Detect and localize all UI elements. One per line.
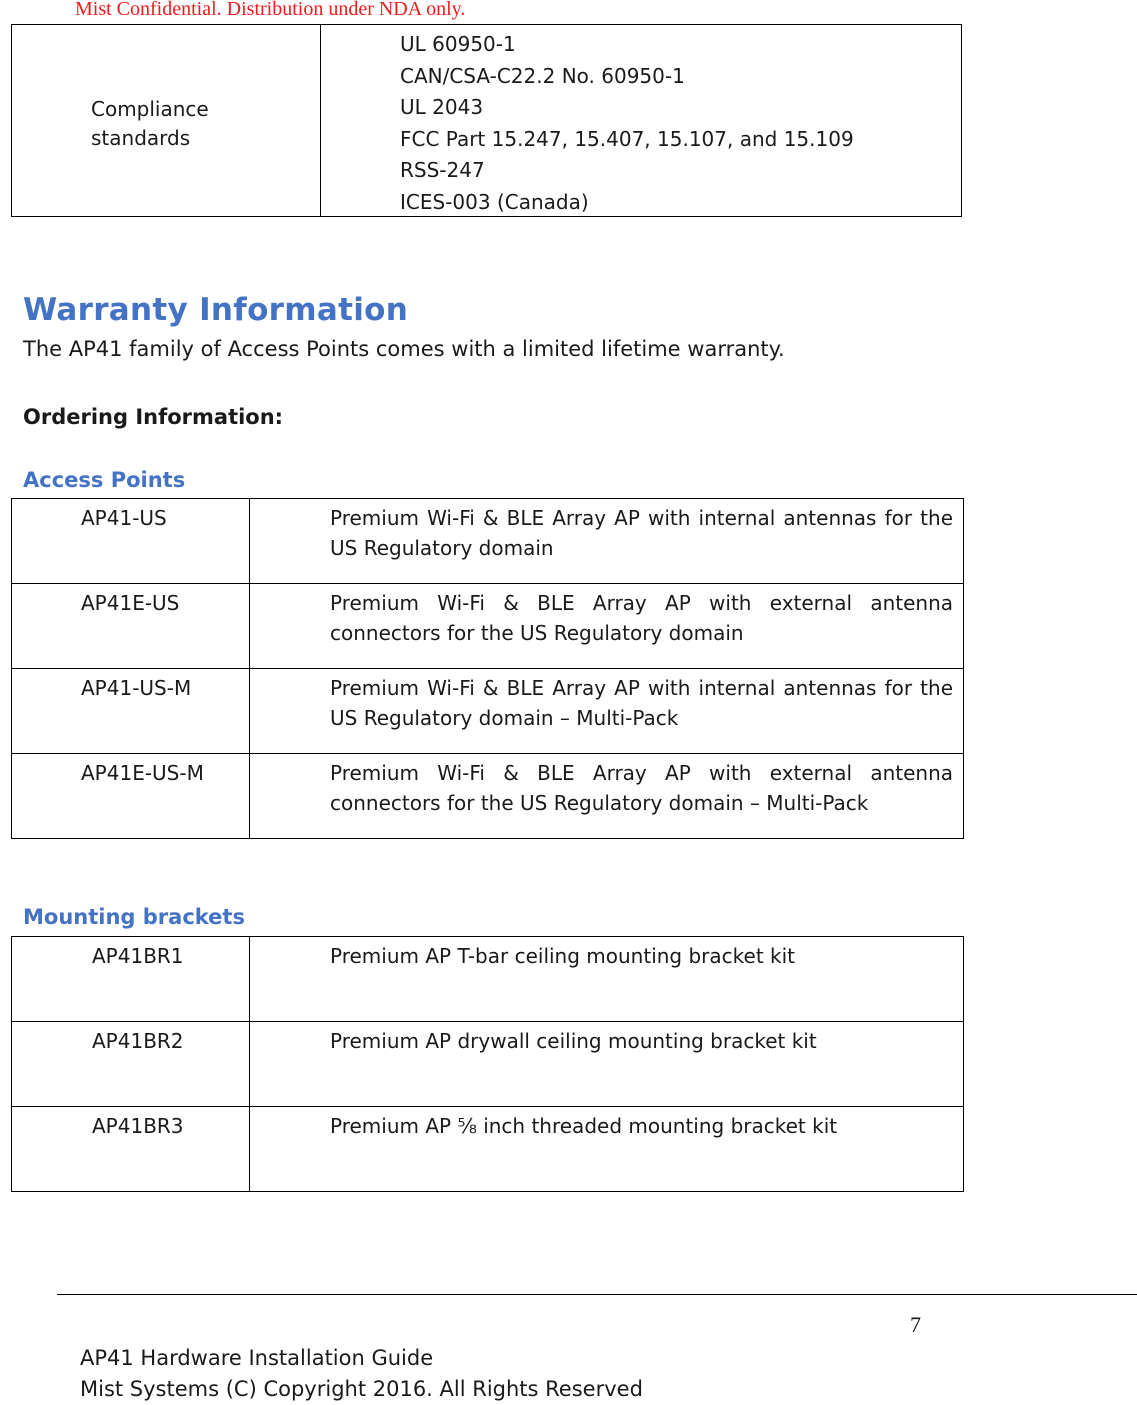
table-row	[12, 1107, 964, 1192]
table-row	[12, 1022, 964, 1107]
product-code-cell	[12, 1022, 250, 1107]
product-description-cell	[250, 754, 964, 839]
footer-title: AP41 Hardware Installation Guide	[80, 1346, 434, 1370]
product-description-cell	[250, 1022, 964, 1107]
warranty-text: The AP41 family of Access Points comes with a limited lifetime warranty.	[23, 337, 785, 361]
product-code: AP41BR2	[92, 1029, 184, 1053]
compliance-standards-list	[400, 29, 854, 218]
table-row	[12, 499, 964, 584]
access-points-heading: Access Points	[23, 468, 186, 492]
product-description-cell	[250, 499, 964, 584]
footer-copyright: Mist Systems (C) Copyright 2016. All Rights Reserved	[80, 1377, 643, 1401]
list-item: UL 2043	[400, 95, 484, 119]
ordering-heading: Ordering Information:	[23, 405, 284, 429]
product-code-cell	[12, 669, 250, 754]
product-description: Premium Wi-Fi & BLE Array AP with internal antennas for the US Regulatory domain	[330, 506, 953, 560]
table-row	[12, 669, 964, 754]
product-description-cell	[250, 669, 964, 754]
product-code: AP41BR1	[92, 944, 184, 968]
compliance-table	[11, 24, 962, 217]
confidential-notice: Mist Confidential. Distribution under NDA only.	[75, 0, 466, 20]
product-code-cell	[12, 584, 250, 669]
warranty-heading: Warranty Information	[23, 292, 409, 328]
product-code-cell	[12, 937, 250, 1022]
product-description: Premium AP T-bar ceiling mounting bracket kit	[330, 944, 795, 968]
product-description: Premium Wi-Fi & BLE Array AP with external antenna connectors for the US Regulatory domain – Multi-Pack	[330, 761, 953, 815]
table-divider	[320, 25, 321, 216]
product-code-cell	[12, 499, 250, 584]
product-code: AP41E-US	[81, 591, 180, 615]
product-code: AP41BR3	[92, 1114, 184, 1138]
product-code: AP41-US	[81, 506, 167, 530]
footer	[80, 1343, 643, 1405]
product-code-cell	[12, 1107, 250, 1192]
product-description: Premium AP drywall ceiling mounting bracket kit	[330, 1029, 817, 1053]
table-row	[12, 584, 964, 669]
page-number: 7	[910, 1312, 921, 1337]
product-description-cell	[250, 937, 964, 1022]
product-code: AP41-US-M	[81, 676, 192, 700]
product-description: Premium Wi-Fi & BLE Array AP with external antenna connectors for the US Regulatory domain	[330, 591, 953, 645]
mounting-brackets-table	[11, 936, 964, 1192]
table-row	[12, 754, 964, 839]
product-description-cell	[250, 584, 964, 669]
list-item: FCC Part 15.247, 15.407, 15.107, and 15.109	[400, 126, 854, 151]
list-item: ICES-003 (Canada)	[400, 189, 589, 214]
product-description: Premium AP ⅝ inch threaded mounting bracket kit	[330, 1114, 838, 1138]
product-description-cell	[250, 1107, 964, 1192]
product-code-cell	[12, 754, 250, 839]
table-row	[12, 937, 964, 1022]
compliance-label: Compliance standards	[91, 97, 209, 150]
access-points-table	[11, 498, 964, 839]
product-description: Premium Wi-Fi & BLE Array AP with internal antennas for the US Regulatory domain – Multi-Pack	[330, 676, 953, 730]
product-code: AP41E-US-M	[81, 761, 204, 785]
footer-divider	[57, 1294, 1137, 1295]
list-item: RSS-247	[400, 158, 485, 182]
mounting-brackets-heading: Mounting brackets	[23, 905, 245, 929]
list-item: UL 60950-1	[400, 32, 516, 56]
list-item: CAN/CSA-C22.2 No. 60950-1	[400, 63, 685, 88]
